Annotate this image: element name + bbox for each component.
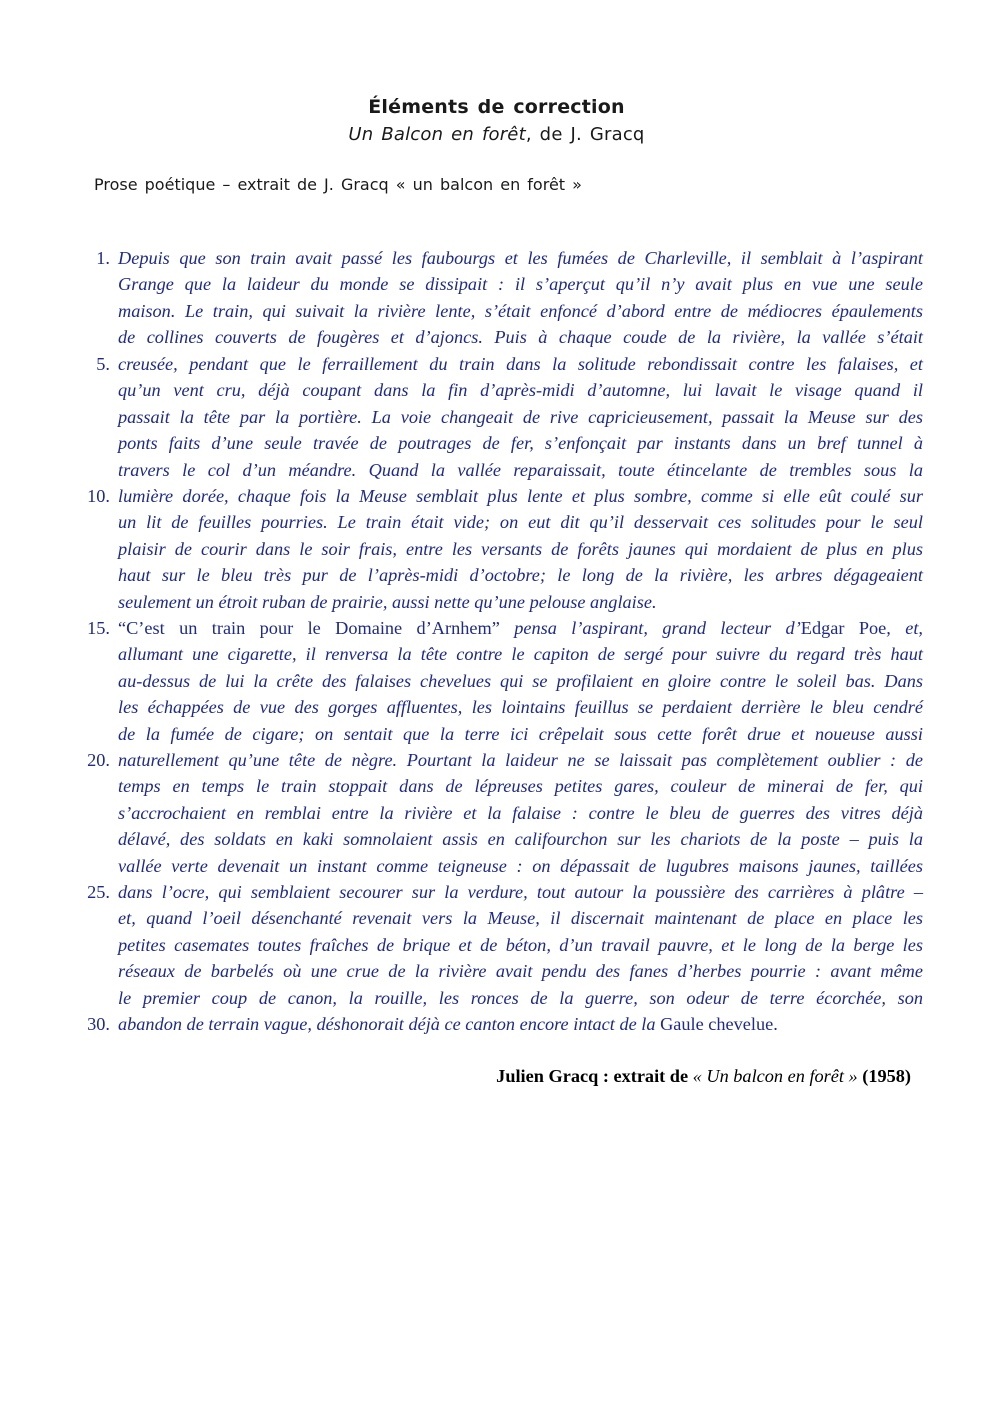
text-line: de collines couverts de fougères et d’ajoncs. Puis à chaque coude de la rivière, la vallée s’était	[118, 327, 923, 347]
text-line: réseaux de barbelés où une crue de la rivière avait pendu des fanes d’herbes pourrie : avant même	[118, 961, 923, 981]
work-title: Un Balcon en forêt	[348, 124, 526, 145]
text-line	[118, 1014, 923, 1040]
line-number: 1.	[96, 248, 110, 268]
intro-text: Prose poétique – extrait de J. Gracq « un balcon en forêt »	[94, 175, 582, 194]
line-number: 30.	[87, 1014, 110, 1034]
text-line: lumière dorée, chaque fois la Meuse semblait plus lente et plus sombre, comme si elle eût coulé sur	[118, 486, 923, 506]
text-span-upright: Gaule chevelue.	[660, 1014, 778, 1034]
text-line: travers le col d’un méandre. Quand la vallée reparaissait, toute étincelante de trembles sous la	[118, 460, 923, 480]
page-subtitle	[0, 124, 993, 145]
text-line: passait la tête par la portière. La voie changeait de rive capricieusement, passait la Meuse sur des	[118, 407, 923, 427]
text-line: délavé, des soldats en kaki somnolaient assis en califourchon sur les chariots de la poste – puis la	[118, 829, 923, 849]
text-line	[118, 618, 923, 644]
text-line: s’accrochaient en remblai entre la rivière et la falaise : contre le bleu de guerres des vitres déjà	[118, 803, 923, 823]
text-line: petites casemates toutes fraîches de brique et de béton, d’un travail pauvre, et le long de la berge les	[118, 935, 923, 955]
text-line: allumant une cigarette, il renversa la tête contre le capiton de sergé pour suivre du regard très haut	[118, 644, 923, 664]
text-span: abandon de terrain vague, déshonorait déjà ce canton encore intact de la	[118, 1014, 661, 1034]
text-line: creusée, pendant que le ferraillement du train dans la solitude rebondissait contre les falaises, et	[118, 354, 923, 374]
line-number: 15.	[87, 618, 110, 638]
page-title: Éléments de correction	[368, 96, 625, 118]
text-line: seulement un étroit ruban de prairie, aussi nette qu’une pelouse anglaise.	[118, 592, 657, 612]
text-line: haut sur le bleu très pur de l’après-midi d’octobre; le long de la rivière, les arbres dégageaient	[118, 565, 923, 585]
text-line: un lit de feuilles pourries. Le train était vide; on eut dit qu’il desservait ces solitudes pour le seul	[118, 512, 923, 532]
author-span: Edgar Poe	[800, 618, 887, 638]
byline-book: « Un balcon en forêt »	[692, 1066, 858, 1086]
text-line: Grange que la laideur du monde se dissipait : il s’aperçut qu’il n’y avait plus en vue une seule	[118, 274, 923, 294]
byline-prefix: Julien Gracq : extrait de	[496, 1066, 693, 1086]
text-line: qu’un vent cru, déjà coupant dans la fin d’après-midi d’automne, lui lavait le visage quand il	[118, 380, 923, 400]
line-number: 25.	[87, 882, 110, 902]
line-number: 20.	[87, 750, 110, 770]
quote-span: “C’est un train pour le Domaine d’Arnhem”	[118, 618, 500, 638]
text-line: ponts faits d’une seule travée de poutrages de fer, s’enfonçait par instants dans un bref tunnel à	[118, 433, 923, 453]
line-number: 5.	[96, 354, 110, 374]
text-line: de la fumée de cigare; on sentait que la terre ici crêpelait sous cette forêt drue et noueuse aussi	[118, 724, 923, 744]
text-line: naturellement qu’une tête de nègre. Pourtant la laideur ne se laissait pas complètement oublier : de	[118, 750, 923, 770]
text-line: et, quand l’oeil désenchanté revenait vers la Meuse, il discernait maintenant de place en place les	[118, 908, 923, 928]
text-line: dans l’ocre, qui semblaient secourer sur la verdure, tout autour la poussière des carrières à plâtre –	[118, 882, 923, 902]
text-span: , et,	[886, 618, 923, 638]
text-line: Depuis que son train avait passé les faubourgs et les fumées de Charleville, il semblait à l’aspirant	[118, 248, 923, 268]
byline-year: (1958)	[857, 1066, 911, 1086]
text-line: au-dessus de lui la crête des falaises chevelues qui se profilaient en gloire contre le soleil bas. Dans	[118, 671, 923, 691]
text-line: maison. Le train, qui suivait la rivière lente, s’était enfoncé d’abord entre de médiocres épaulements	[118, 301, 923, 321]
text-line: le premier coup de canon, la rouille, les ronces de la guerre, son odeur de terre écorchée, son	[118, 988, 923, 1008]
byline	[496, 1066, 911, 1087]
text-line: temps en temps le train stoppait dans de lépreuses petites gares, couleur de minerai de fer, qui	[118, 776, 923, 796]
text-span: pensa l’aspirant, grand lecteur d’	[499, 618, 801, 638]
work-author: , de J. Gracq	[525, 124, 645, 145]
line-number: 10.	[87, 486, 110, 506]
text-line: plaisir de courir dans le soir frais, entre les versants de forêts jaunes qui mordaient de plus en plus	[118, 539, 923, 559]
text-line: vallée verte devenait un instant comme teigneuse : on dépassait de lugubres maisons jaunes, taillées	[118, 856, 923, 876]
text-line: les échappées de vue des gorges affluentes, les lointains feuillus se perdaient derrière le bleu cendré	[118, 697, 923, 717]
